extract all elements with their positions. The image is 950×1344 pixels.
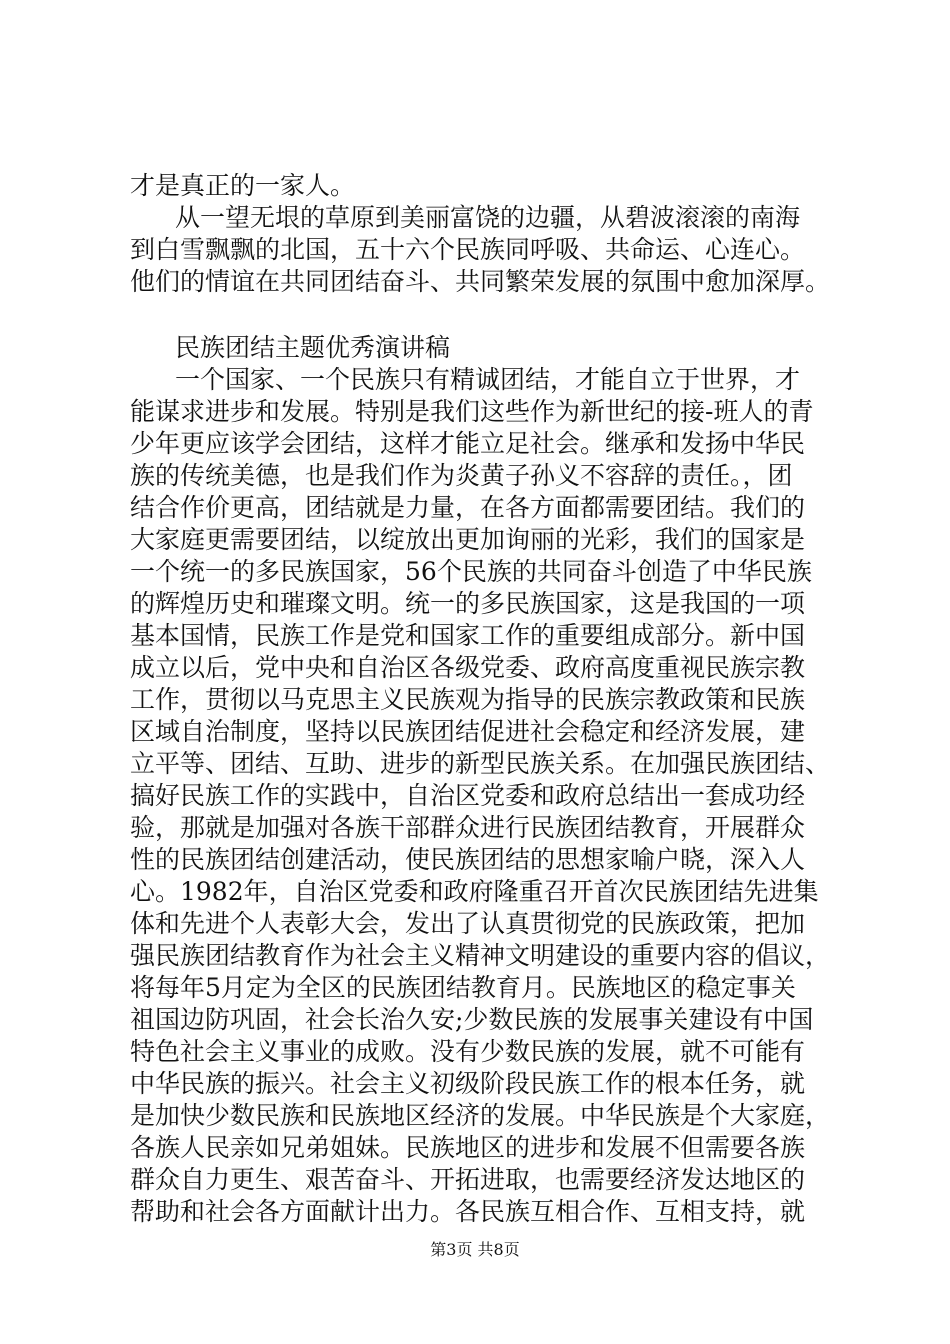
text-line: 特色社会主义事业的成败。没有少数民族的发展，就不可能有 [130, 1037, 806, 1066]
text-line: 将每年5月定为全区的民族团结教育月。民族地区的稳定事关 [130, 973, 796, 1002]
text-line: 体和先进个人表彰大会，发出了认真贯彻党的民族政策，把加 [130, 909, 806, 938]
page-number-current: 第3页 [430, 1240, 473, 1259]
section-heading: 民族团结主题优秀演讲稿 [175, 333, 451, 362]
text-line: 是加快少数民族和民族地区经济的发展。中华民族是个大家庭， [130, 1101, 831, 1130]
text-line: 到白雪飘飘的北国，五十六个民族同呼吸、共命运、心连心。 [130, 235, 806, 264]
text-line: 性的民族团结创建活动，使民族团结的思想家喻户晓，深入人 [130, 845, 806, 874]
page-number-total: 共8页 [477, 1240, 520, 1259]
text-line: 大家庭更需要团结，以绽放出更加询丽的光彩，我们的国家是 [130, 525, 806, 554]
text-line: 结合作价更高，团结就是力量，在各方面都需要团结。我们的 [130, 493, 806, 522]
text-line: 心。1982年，自治区党委和政府隆重召开首次民族团结先进集 [130, 877, 819, 906]
text-line: 他们的情谊在共同团结奋斗、共同繁荣发展的氛围中愈加深厚。 [130, 267, 831, 296]
text-line: 才是真正的一家人。 [130, 171, 356, 200]
text-line: 强民族团结教育作为社会主义精神文明建设的重要内容的倡议， [130, 941, 831, 970]
text-line: 成立以后，党中央和自治区各级党委、政府高度重视民族宗教 [130, 653, 806, 682]
paragraph-gap [130, 298, 855, 332]
text-line: 一个国家、一个民族只有精诚团结，才能自立于世界，才 [175, 365, 801, 394]
text-line: 区域自治制度，坚持以民族团结促进社会稳定和经济发展，建 [130, 717, 806, 746]
text-line: 各族人民亲如兄弟姐妹。民族地区的进步和发展不但需要各族 [130, 1133, 806, 1162]
text-line: 从一望无垠的草原到美丽富饶的边疆，从碧波滚滚的南海 [175, 203, 801, 232]
text-line: 能谋求进步和发展。特别是我们这些作为新世纪的接-班人的青 [130, 397, 814, 426]
text-line: 群众自力更生、艰苦奋斗、开拓进取，也需要经济发达地区的 [130, 1165, 806, 1194]
text-line: 中华民族的振兴。社会主义初级阶段民族工作的根本任务，就 [130, 1069, 806, 1098]
text-line: 一个统一的多民族国家，56个民族的共同奋斗创造了中华民族 [130, 557, 812, 586]
text-line: 基本国情，民族工作是党和国家工作的重要组成部分。新中国 [130, 621, 806, 650]
text-line: 帮助和社会各方面献计出力。各民族互相合作、互相支持，就 [130, 1197, 806, 1226]
document-page [130, 170, 855, 1228]
text-line: 少年更应该学会团结，这样才能立足社会。继承和发扬中华民 [130, 429, 806, 458]
text-line: 立平等、团结、互助、进步的新型民族关系。在加强民族团结、 [130, 749, 831, 778]
text-line: 的辉煌历史和璀璨文明。统一的多民族国家，这是我国的一项 [130, 589, 806, 618]
text-line: 搞好民族工作的实践中，自治区党委和政府总结出一套成功经 [130, 781, 806, 810]
text-line: 验，那就是加强对各族干部群众进行民族团结教育，开展群众 [130, 813, 806, 842]
text-line: 工作，贯彻以马克思主义民族观为指导的民族宗教政策和民族 [130, 685, 806, 714]
page-footer [0, 1240, 950, 1260]
text-line: 族的传统美德，也是我们作为炎黄子孙义不容辞的责任。，团 [130, 461, 793, 490]
text-line: 祖国边防巩固，社会长治久安;少数民族的发展事关建设有中国 [130, 1005, 814, 1034]
